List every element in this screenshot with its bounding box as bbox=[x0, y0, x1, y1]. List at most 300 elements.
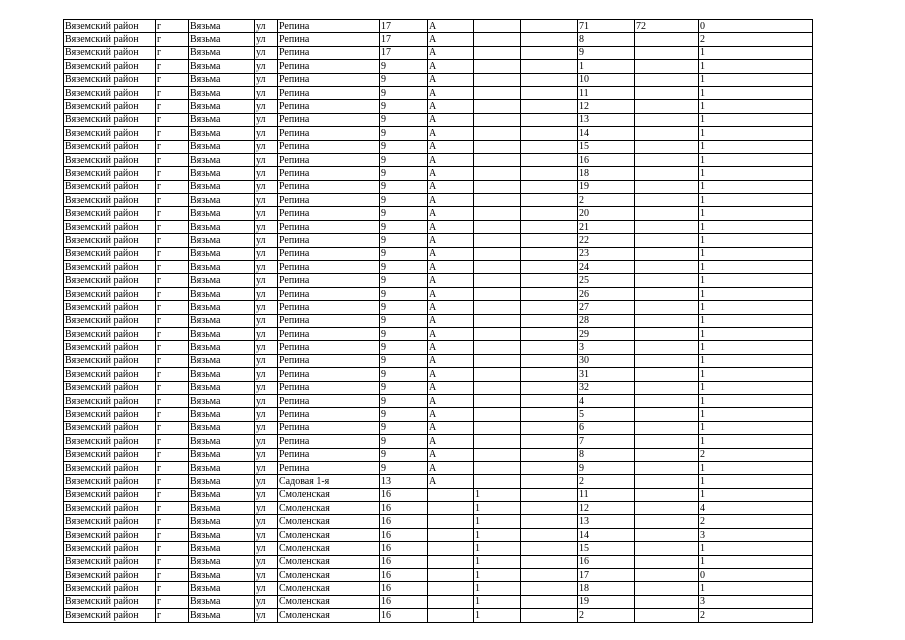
cell-count: 1 bbox=[699, 127, 813, 140]
cell-house: 9 bbox=[380, 127, 428, 140]
cell-count: 1 bbox=[699, 381, 813, 394]
cell-building bbox=[474, 33, 521, 46]
cell-letter bbox=[428, 609, 474, 622]
cell-building bbox=[474, 60, 521, 73]
cell-apartment-extra bbox=[635, 140, 699, 153]
cell-city: Вязьма bbox=[189, 207, 255, 220]
cell-street-type: ул bbox=[255, 207, 278, 220]
cell-building bbox=[474, 140, 521, 153]
cell-street: Репина bbox=[278, 301, 380, 314]
cell-city: Вязьма bbox=[189, 542, 255, 555]
cell-apartment-extra bbox=[635, 287, 699, 300]
cell-building: 1 bbox=[474, 555, 521, 568]
address-table bbox=[63, 19, 813, 623]
cell-apartment: 2 bbox=[578, 609, 635, 622]
cell-city: Вязьма bbox=[189, 60, 255, 73]
cell-street-type: ул bbox=[255, 73, 278, 86]
cell-street-type: ул bbox=[255, 354, 278, 367]
cell-building bbox=[474, 20, 521, 33]
cell-district: Вяземский район bbox=[64, 461, 156, 474]
cell-house: 9 bbox=[380, 140, 428, 153]
cell-apartment: 22 bbox=[578, 234, 635, 247]
cell-building bbox=[474, 220, 521, 233]
cell-settlement-type: г bbox=[156, 515, 189, 528]
cell-settlement-type: г bbox=[156, 475, 189, 488]
cell-apartment-extra bbox=[635, 341, 699, 354]
cell-house: 16 bbox=[380, 582, 428, 595]
cell-street: Репина bbox=[278, 20, 380, 33]
cell-settlement-type: г bbox=[156, 314, 189, 327]
cell-letter: А bbox=[428, 33, 474, 46]
cell-city: Вязьма bbox=[189, 435, 255, 448]
cell-settlement-type: г bbox=[156, 368, 189, 381]
table-row bbox=[64, 207, 813, 220]
cell-count: 0 bbox=[699, 569, 813, 582]
cell-street-type: ул bbox=[255, 368, 278, 381]
cell-apartment-extra bbox=[635, 368, 699, 381]
cell-letter: А bbox=[428, 448, 474, 461]
cell-street: Репина bbox=[278, 408, 380, 421]
cell-apartment-extra bbox=[635, 207, 699, 220]
cell-apartment: 5 bbox=[578, 408, 635, 421]
cell-house: 9 bbox=[380, 113, 428, 126]
cell-extra bbox=[521, 73, 578, 86]
cell-settlement-type: г bbox=[156, 261, 189, 274]
cell-apartment: 15 bbox=[578, 140, 635, 153]
cell-building bbox=[474, 274, 521, 287]
cell-street: Репина bbox=[278, 167, 380, 180]
cell-city: Вязьма bbox=[189, 20, 255, 33]
cell-extra bbox=[521, 301, 578, 314]
cell-house: 9 bbox=[380, 220, 428, 233]
cell-extra bbox=[521, 327, 578, 340]
cell-settlement-type: г bbox=[156, 394, 189, 407]
cell-letter: А bbox=[428, 354, 474, 367]
cell-count: 1 bbox=[699, 167, 813, 180]
table-row bbox=[64, 314, 813, 327]
table-row bbox=[64, 153, 813, 166]
cell-district: Вяземский район bbox=[64, 354, 156, 367]
table-row bbox=[64, 354, 813, 367]
cell-building bbox=[474, 368, 521, 381]
cell-house: 9 bbox=[380, 394, 428, 407]
cell-district: Вяземский район bbox=[64, 60, 156, 73]
cell-city: Вязьма bbox=[189, 461, 255, 474]
cell-street: Репина bbox=[278, 448, 380, 461]
table-row bbox=[64, 341, 813, 354]
cell-letter: А bbox=[428, 153, 474, 166]
cell-street: Репина bbox=[278, 381, 380, 394]
cell-letter bbox=[428, 555, 474, 568]
cell-street: Репина bbox=[278, 421, 380, 434]
cell-count: 1 bbox=[699, 153, 813, 166]
cell-apartment: 14 bbox=[578, 528, 635, 541]
cell-building bbox=[474, 394, 521, 407]
cell-street: Репина bbox=[278, 86, 380, 99]
cell-district: Вяземский район bbox=[64, 180, 156, 193]
cell-street-type: ул bbox=[255, 408, 278, 421]
cell-apartment-extra bbox=[635, 234, 699, 247]
cell-street: Репина bbox=[278, 127, 380, 140]
cell-count: 1 bbox=[699, 314, 813, 327]
cell-apartment: 4 bbox=[578, 394, 635, 407]
cell-building bbox=[474, 408, 521, 421]
cell-extra bbox=[521, 595, 578, 608]
cell-district: Вяземский район bbox=[64, 341, 156, 354]
cell-street: Смоленская bbox=[278, 528, 380, 541]
cell-apartment: 30 bbox=[578, 354, 635, 367]
cell-extra bbox=[521, 394, 578, 407]
cell-extra bbox=[521, 167, 578, 180]
cell-street-type: ул bbox=[255, 381, 278, 394]
cell-apartment-extra: 72 bbox=[635, 20, 699, 33]
cell-district: Вяземский район bbox=[64, 301, 156, 314]
cell-apartment-extra bbox=[635, 408, 699, 421]
cell-district: Вяземский район bbox=[64, 86, 156, 99]
cell-settlement-type: г bbox=[156, 555, 189, 568]
table-row bbox=[64, 194, 813, 207]
cell-apartment: 26 bbox=[578, 287, 635, 300]
cell-apartment-extra bbox=[635, 100, 699, 113]
table-row bbox=[64, 100, 813, 113]
cell-building: 1 bbox=[474, 569, 521, 582]
table-row bbox=[64, 20, 813, 33]
cell-street: Смоленская bbox=[278, 502, 380, 515]
cell-street-type: ул bbox=[255, 435, 278, 448]
cell-city: Вязьма bbox=[189, 595, 255, 608]
cell-street: Репина bbox=[278, 327, 380, 340]
cell-extra bbox=[521, 46, 578, 59]
cell-street: Смоленская bbox=[278, 569, 380, 582]
cell-district: Вяземский район bbox=[64, 127, 156, 140]
cell-count: 1 bbox=[699, 542, 813, 555]
cell-house: 17 bbox=[380, 20, 428, 33]
table-row bbox=[64, 127, 813, 140]
cell-street-type: ул bbox=[255, 475, 278, 488]
cell-city: Вязьма bbox=[189, 46, 255, 59]
cell-extra bbox=[521, 448, 578, 461]
cell-building bbox=[474, 421, 521, 434]
cell-house: 9 bbox=[380, 86, 428, 99]
cell-street-type: ул bbox=[255, 220, 278, 233]
cell-district: Вяземский район bbox=[64, 488, 156, 501]
cell-apartment: 9 bbox=[578, 461, 635, 474]
cell-city: Вязьма bbox=[189, 569, 255, 582]
cell-district: Вяземский район bbox=[64, 408, 156, 421]
cell-building bbox=[474, 341, 521, 354]
cell-apartment-extra bbox=[635, 542, 699, 555]
cell-settlement-type: г bbox=[156, 194, 189, 207]
cell-settlement-type: г bbox=[156, 234, 189, 247]
table-row bbox=[64, 461, 813, 474]
cell-street-type: ул bbox=[255, 33, 278, 46]
cell-building bbox=[474, 180, 521, 193]
cell-street: Репина bbox=[278, 314, 380, 327]
cell-extra bbox=[521, 247, 578, 260]
cell-count: 1 bbox=[699, 354, 813, 367]
cell-street: Репина bbox=[278, 207, 380, 220]
cell-apartment-extra bbox=[635, 448, 699, 461]
cell-extra bbox=[521, 542, 578, 555]
cell-street: Репина bbox=[278, 394, 380, 407]
cell-street: Репина bbox=[278, 247, 380, 260]
cell-apartment-extra bbox=[635, 167, 699, 180]
cell-district: Вяземский район bbox=[64, 368, 156, 381]
cell-settlement-type: г bbox=[156, 127, 189, 140]
cell-settlement-type: г bbox=[156, 100, 189, 113]
cell-letter: А bbox=[428, 461, 474, 474]
cell-apartment: 27 bbox=[578, 301, 635, 314]
cell-extra bbox=[521, 20, 578, 33]
cell-street-type: ул bbox=[255, 394, 278, 407]
cell-city: Вязьма bbox=[189, 100, 255, 113]
cell-house: 16 bbox=[380, 569, 428, 582]
cell-city: Вязьма bbox=[189, 127, 255, 140]
cell-house: 9 bbox=[380, 153, 428, 166]
table-row bbox=[64, 113, 813, 126]
cell-street-type: ул bbox=[255, 595, 278, 608]
cell-extra bbox=[521, 113, 578, 126]
cell-district: Вяземский район bbox=[64, 595, 156, 608]
table-row bbox=[64, 247, 813, 260]
cell-apartment: 1 bbox=[578, 60, 635, 73]
cell-house: 9 bbox=[380, 167, 428, 180]
cell-apartment: 25 bbox=[578, 274, 635, 287]
cell-city: Вязьма bbox=[189, 287, 255, 300]
cell-house: 9 bbox=[380, 448, 428, 461]
cell-apartment-extra bbox=[635, 274, 699, 287]
cell-letter: А bbox=[428, 167, 474, 180]
cell-street: Смоленская bbox=[278, 582, 380, 595]
cell-city: Вязьма bbox=[189, 354, 255, 367]
cell-street: Репина bbox=[278, 461, 380, 474]
cell-count: 1 bbox=[699, 247, 813, 260]
cell-street-type: ул bbox=[255, 528, 278, 541]
cell-district: Вяземский район bbox=[64, 555, 156, 568]
cell-street: Садовая 1-я bbox=[278, 475, 380, 488]
cell-house: 16 bbox=[380, 488, 428, 501]
cell-building bbox=[474, 46, 521, 59]
cell-apartment-extra bbox=[635, 528, 699, 541]
cell-city: Вязьма bbox=[189, 555, 255, 568]
cell-district: Вяземский район bbox=[64, 502, 156, 515]
cell-building bbox=[474, 314, 521, 327]
cell-street: Репина bbox=[278, 73, 380, 86]
cell-apartment-extra bbox=[635, 595, 699, 608]
cell-apartment: 9 bbox=[578, 46, 635, 59]
cell-extra bbox=[521, 220, 578, 233]
cell-apartment: 31 bbox=[578, 368, 635, 381]
cell-count: 1 bbox=[699, 488, 813, 501]
table-row bbox=[64, 515, 813, 528]
cell-count: 2 bbox=[699, 609, 813, 622]
cell-extra bbox=[521, 475, 578, 488]
cell-apartment: 12 bbox=[578, 100, 635, 113]
cell-settlement-type: г bbox=[156, 113, 189, 126]
cell-apartment: 7 bbox=[578, 435, 635, 448]
cell-building bbox=[474, 207, 521, 220]
cell-count: 0 bbox=[699, 20, 813, 33]
cell-settlement-type: г bbox=[156, 86, 189, 99]
cell-apartment-extra bbox=[635, 327, 699, 340]
cell-street: Репина bbox=[278, 140, 380, 153]
cell-settlement-type: г bbox=[156, 153, 189, 166]
cell-house: 9 bbox=[380, 100, 428, 113]
cell-building bbox=[474, 86, 521, 99]
cell-district: Вяземский район bbox=[64, 609, 156, 622]
cell-street-type: ул bbox=[255, 421, 278, 434]
cell-count: 1 bbox=[699, 301, 813, 314]
cell-letter: А bbox=[428, 394, 474, 407]
cell-settlement-type: г bbox=[156, 461, 189, 474]
cell-extra bbox=[521, 153, 578, 166]
cell-city: Вязьма bbox=[189, 234, 255, 247]
cell-settlement-type: г bbox=[156, 354, 189, 367]
cell-apartment: 13 bbox=[578, 515, 635, 528]
cell-apartment-extra bbox=[635, 46, 699, 59]
cell-street-type: ул bbox=[255, 314, 278, 327]
cell-count: 1 bbox=[699, 435, 813, 448]
cell-city: Вязьма bbox=[189, 528, 255, 541]
cell-count: 1 bbox=[699, 73, 813, 86]
cell-district: Вяземский район bbox=[64, 287, 156, 300]
cell-building bbox=[474, 381, 521, 394]
cell-settlement-type: г bbox=[156, 381, 189, 394]
cell-apartment: 21 bbox=[578, 220, 635, 233]
cell-city: Вязьма bbox=[189, 220, 255, 233]
table-body bbox=[64, 20, 813, 623]
cell-extra bbox=[521, 582, 578, 595]
cell-settlement-type: г bbox=[156, 167, 189, 180]
table-row bbox=[64, 234, 813, 247]
cell-house: 17 bbox=[380, 46, 428, 59]
table-row bbox=[64, 555, 813, 568]
cell-street: Репина bbox=[278, 100, 380, 113]
table-row bbox=[64, 394, 813, 407]
cell-extra bbox=[521, 488, 578, 501]
cell-street: Репина bbox=[278, 287, 380, 300]
cell-count: 1 bbox=[699, 368, 813, 381]
cell-building bbox=[474, 287, 521, 300]
cell-settlement-type: г bbox=[156, 408, 189, 421]
cell-settlement-type: г bbox=[156, 274, 189, 287]
cell-count: 1 bbox=[699, 341, 813, 354]
cell-district: Вяземский район bbox=[64, 20, 156, 33]
table-row bbox=[64, 180, 813, 193]
cell-extra bbox=[521, 180, 578, 193]
cell-apartment-extra bbox=[635, 381, 699, 394]
cell-apartment: 11 bbox=[578, 488, 635, 501]
cell-apartment-extra bbox=[635, 515, 699, 528]
cell-city: Вязьма bbox=[189, 261, 255, 274]
table-row bbox=[64, 140, 813, 153]
cell-building bbox=[474, 261, 521, 274]
cell-building: 1 bbox=[474, 595, 521, 608]
cell-letter: А bbox=[428, 234, 474, 247]
cell-street-type: ул bbox=[255, 461, 278, 474]
cell-apartment-extra bbox=[635, 475, 699, 488]
cell-apartment: 2 bbox=[578, 194, 635, 207]
cell-apartment-extra bbox=[635, 354, 699, 367]
cell-settlement-type: г bbox=[156, 421, 189, 434]
cell-count: 1 bbox=[699, 86, 813, 99]
cell-house: 9 bbox=[380, 60, 428, 73]
cell-city: Вязьма bbox=[189, 502, 255, 515]
cell-street-type: ул bbox=[255, 113, 278, 126]
cell-settlement-type: г bbox=[156, 582, 189, 595]
cell-apartment-extra bbox=[635, 247, 699, 260]
cell-letter: А bbox=[428, 220, 474, 233]
cell-settlement-type: г bbox=[156, 247, 189, 260]
cell-apartment: 23 bbox=[578, 247, 635, 260]
cell-street: Смоленская bbox=[278, 515, 380, 528]
cell-house: 9 bbox=[380, 461, 428, 474]
cell-house: 9 bbox=[380, 247, 428, 260]
cell-building bbox=[474, 153, 521, 166]
cell-apartment-extra bbox=[635, 569, 699, 582]
table-row bbox=[64, 435, 813, 448]
cell-letter: А bbox=[428, 421, 474, 434]
cell-letter bbox=[428, 528, 474, 541]
cell-extra bbox=[521, 127, 578, 140]
cell-count: 1 bbox=[699, 394, 813, 407]
cell-settlement-type: г bbox=[156, 448, 189, 461]
cell-extra bbox=[521, 609, 578, 622]
cell-street-type: ул bbox=[255, 20, 278, 33]
cell-street-type: ул bbox=[255, 327, 278, 340]
cell-letter: А bbox=[428, 435, 474, 448]
cell-house: 16 bbox=[380, 515, 428, 528]
cell-house: 9 bbox=[380, 194, 428, 207]
table-row bbox=[64, 542, 813, 555]
table-row bbox=[64, 569, 813, 582]
cell-settlement-type: г bbox=[156, 542, 189, 555]
cell-apartment-extra bbox=[635, 33, 699, 46]
cell-street-type: ул bbox=[255, 247, 278, 260]
table-row bbox=[64, 220, 813, 233]
cell-house: 16 bbox=[380, 609, 428, 622]
cell-settlement-type: г bbox=[156, 609, 189, 622]
cell-apartment-extra bbox=[635, 582, 699, 595]
table-row bbox=[64, 528, 813, 541]
cell-district: Вяземский район bbox=[64, 194, 156, 207]
cell-city: Вязьма bbox=[189, 421, 255, 434]
cell-district: Вяземский район bbox=[64, 542, 156, 555]
cell-extra bbox=[521, 194, 578, 207]
table-row bbox=[64, 448, 813, 461]
cell-street: Репина bbox=[278, 113, 380, 126]
cell-building bbox=[474, 354, 521, 367]
cell-street-type: ул bbox=[255, 86, 278, 99]
cell-settlement-type: г bbox=[156, 180, 189, 193]
cell-letter bbox=[428, 569, 474, 582]
cell-count: 1 bbox=[699, 100, 813, 113]
cell-settlement-type: г bbox=[156, 528, 189, 541]
cell-city: Вязьма bbox=[189, 153, 255, 166]
cell-city: Вязьма bbox=[189, 86, 255, 99]
cell-letter: А bbox=[428, 180, 474, 193]
cell-street-type: ул bbox=[255, 261, 278, 274]
cell-extra bbox=[521, 140, 578, 153]
cell-city: Вязьма bbox=[189, 301, 255, 314]
cell-street-type: ул bbox=[255, 167, 278, 180]
table-row bbox=[64, 287, 813, 300]
cell-extra bbox=[521, 341, 578, 354]
cell-building bbox=[474, 100, 521, 113]
cell-count: 1 bbox=[699, 408, 813, 421]
cell-letter: А bbox=[428, 301, 474, 314]
cell-district: Вяземский район bbox=[64, 435, 156, 448]
